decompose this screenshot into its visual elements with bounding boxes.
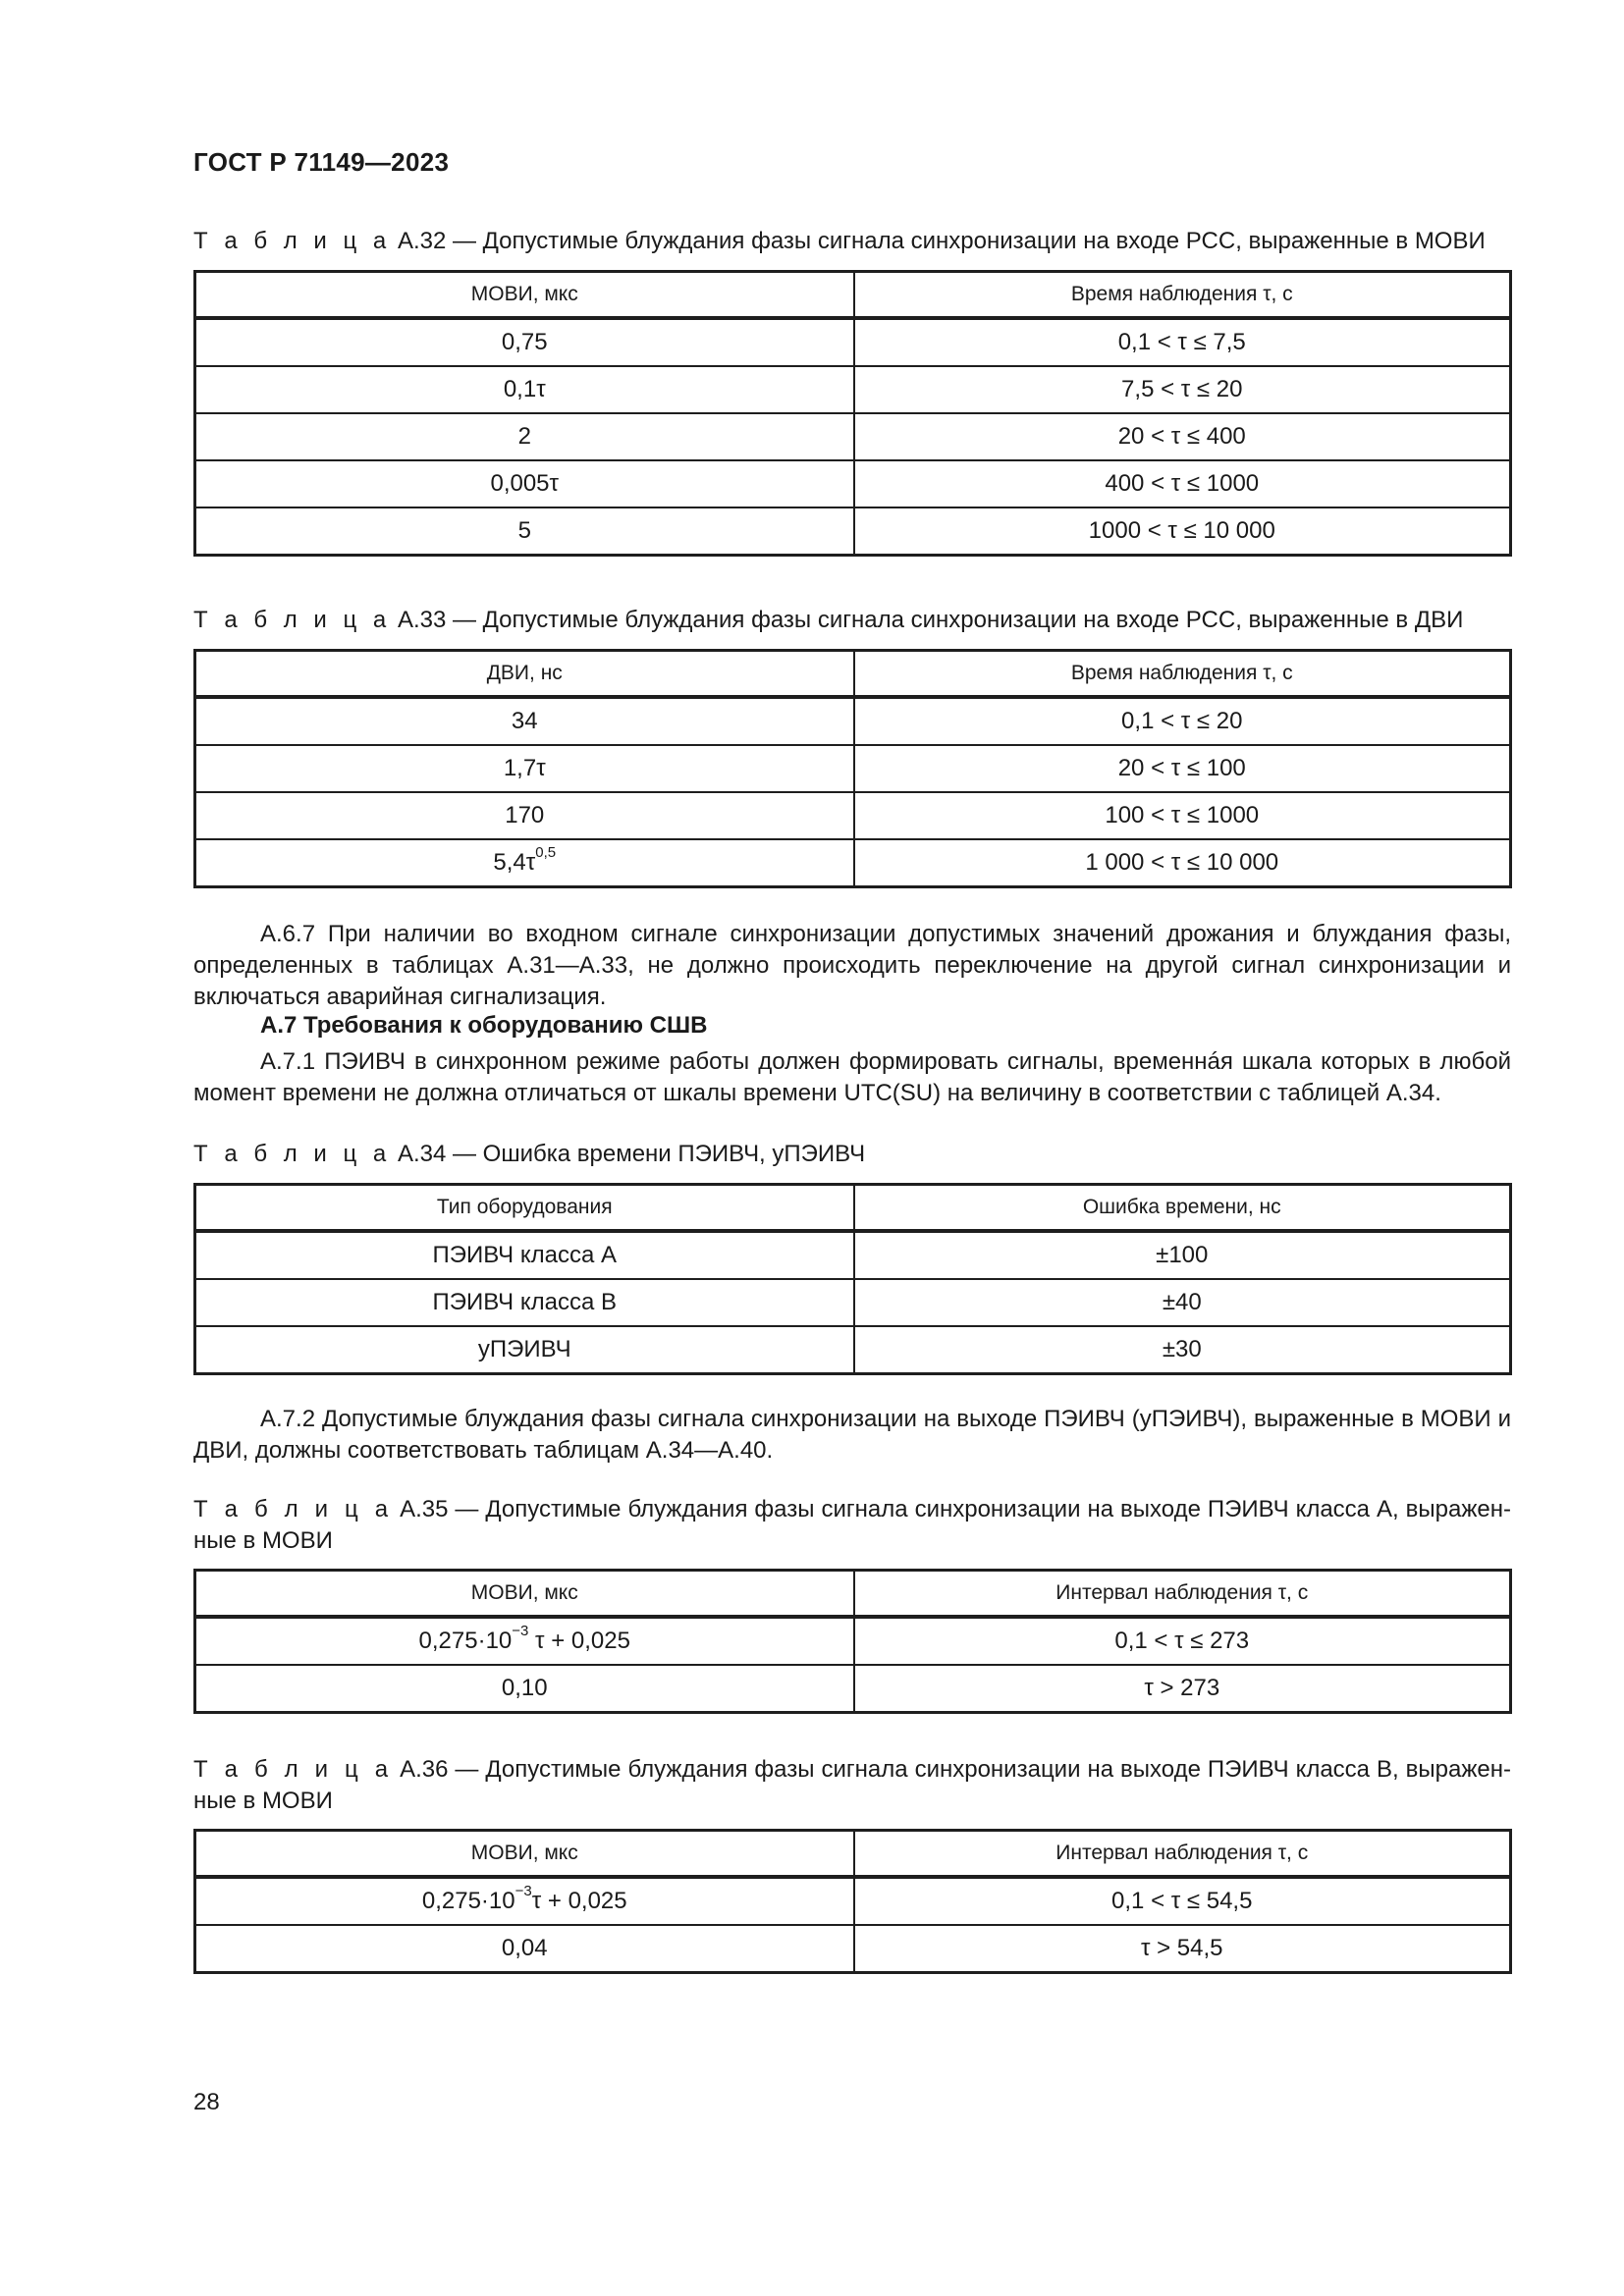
table-cell [195, 839, 854, 887]
table-cell: 1,7τ [195, 745, 854, 792]
table-label: Т а б л и ц а [193, 1496, 394, 1522]
table-a33 [193, 649, 1512, 888]
table-title: А.34 — Ошибка времени ПЭИВЧ, уПЭИВЧ [397, 1141, 866, 1167]
table-cell: ±100 [854, 1231, 1511, 1279]
table-cell: τ > 273 [854, 1665, 1511, 1713]
document-header: ГОСТ Р 71149—2023 [193, 147, 450, 177]
column-header: Интервал наблюдения τ, с [854, 1831, 1511, 1878]
table-cell: уПЭИВЧ [195, 1326, 854, 1374]
table-label: Т а б л и ц а [193, 228, 392, 254]
table-cell: 1000 < τ ≤ 10 000 [854, 507, 1511, 556]
table-row [195, 1231, 1511, 1279]
table-row [195, 1925, 1511, 1973]
table-title: А.33 — Допустимые блуждания фазы сигнала синхронизации на входе РСС, выраженные в ДВИ [397, 607, 1464, 633]
table-cell: 0,1 < τ ≤ 54,5 [854, 1877, 1511, 1925]
table-row [195, 1279, 1511, 1326]
table-cell: 0,10 [195, 1665, 854, 1713]
table-cell: 0,005τ [195, 460, 854, 507]
table-row [195, 366, 1511, 413]
formula-exponent: 0,5 [535, 844, 557, 861]
table-title: А.32 — Допустимые блуждания фазы сигнала синхронизации на входе РСС, выраженные в МОВИ [397, 228, 1486, 254]
table-row [195, 507, 1511, 556]
column-header: МОВИ, мкс [195, 1831, 854, 1878]
table-cell: 20 < τ ≤ 100 [854, 745, 1511, 792]
paragraph-text: А.7.1 ПЭИВЧ в синхронном режиме работы должен формировать сигналы, временнáя шкала которых в любой момент времени не должна отличаться от шкалы времени UTC(SU) на величину в соответствии с таблицей А.34. [193, 1048, 1511, 1106]
column-header: Тип оборудования [195, 1185, 854, 1232]
column-header: МОВИ, мкс [195, 1571, 854, 1618]
column-header: Время наблюдения τ, с [854, 272, 1511, 319]
column-header: Интервал наблюдения τ, с [854, 1571, 1511, 1618]
paragraph-a72 [193, 1404, 1511, 1467]
formula-rest: τ + 0,025 [528, 1628, 630, 1654]
page-number: 28 [193, 2089, 220, 2115]
table-label: Т а б л и ц а [193, 1141, 392, 1167]
table-cell: 0,1 < τ ≤ 20 [854, 697, 1511, 745]
table-a34 [193, 1183, 1512, 1375]
table-title: А.35 — Допустимые блуждания фазы сигнала синхронизации на выходе ПЭИВЧ класса А, выражен-ные в МОВИ [193, 1496, 1511, 1554]
formula-exponent: −3 [514, 1883, 532, 1899]
table-caption-a32 [193, 226, 1511, 257]
formula-base: 0,275·10 [418, 1628, 513, 1654]
table-cell [195, 1877, 854, 1925]
formula-rest: τ + 0,025 [531, 1888, 627, 1914]
table-cell: 100 < τ ≤ 1000 [854, 792, 1511, 839]
table-row [195, 1617, 1511, 1665]
table-cell: 0,1 < τ ≤ 7,5 [854, 318, 1511, 366]
table-cell: 1 000 < τ ≤ 10 000 [854, 839, 1511, 887]
table-caption-a35 [193, 1494, 1511, 1557]
column-header: ДВИ, нс [195, 651, 854, 698]
table-label: Т а б л и ц а [193, 607, 392, 633]
table-cell: 0,75 [195, 318, 854, 366]
section-heading-a7: А.7 Требования к оборудованию СШВ [260, 1012, 708, 1039]
table-cell: 20 < τ ≤ 400 [854, 413, 1511, 460]
table-row [195, 413, 1511, 460]
column-header: МОВИ, мкс [195, 272, 854, 319]
table-caption-a34 [193, 1139, 1511, 1170]
paragraph-text: А.6.7 При наличии во входном сигнале синхронизации допустимых значений дрожания и блуждания фазы, определенных в таблицах А.31—А.33, не должно происходить переключение на другой сигнал синхронизации и включаться аварийная сигнализация. [193, 921, 1511, 1010]
table-cell: τ > 54,5 [854, 1925, 1511, 1973]
table-row [195, 1877, 1511, 1925]
table-row [195, 1665, 1511, 1713]
formula-exponent: −3 [512, 1623, 529, 1639]
table-a32 [193, 270, 1512, 557]
table-cell: 7,5 < τ ≤ 20 [854, 366, 1511, 413]
table-header-row [195, 1185, 1511, 1232]
table-row [195, 839, 1511, 887]
table-header-row [195, 272, 1511, 319]
table-cell: 34 [195, 697, 854, 745]
paragraph-a67 [193, 919, 1511, 1013]
table-cell: 170 [195, 792, 854, 839]
table-caption-a36 [193, 1754, 1511, 1817]
column-header: Время наблюдения τ, с [854, 651, 1511, 698]
table-cell [195, 1617, 854, 1665]
table-cell: 2 [195, 413, 854, 460]
table-title: А.36 — Допустимые блуждания фазы сигнала синхронизации на выходе ПЭИВЧ класса В, выражен-ные в МОВИ [193, 1756, 1511, 1814]
formula-base: 0,275·10 [421, 1888, 515, 1914]
table-cell: ±30 [854, 1326, 1511, 1374]
table-row [195, 1326, 1511, 1374]
table-row [195, 745, 1511, 792]
paragraph-a71 [193, 1046, 1511, 1109]
table-cell: 0,1 < τ ≤ 273 [854, 1617, 1511, 1665]
table-cell: ПЭИВЧ класса А [195, 1231, 854, 1279]
formula-base: 5,4τ [493, 849, 536, 876]
table-cell: 0,1τ [195, 366, 854, 413]
table-label: Т а б л и ц а [193, 1756, 394, 1783]
table-row [195, 318, 1511, 366]
table-header-row [195, 1571, 1511, 1618]
column-header: Ошибка времени, нс [854, 1185, 1511, 1232]
table-cell: 0,04 [195, 1925, 854, 1973]
table-row [195, 792, 1511, 839]
table-cell: ±40 [854, 1279, 1511, 1326]
table-a35 [193, 1569, 1512, 1714]
table-row [195, 697, 1511, 745]
table-cell: ПЭИВЧ класса В [195, 1279, 854, 1326]
paragraph-text: А.7.2 Допустимые блуждания фазы сигнала синхронизации на выходе ПЭИВЧ (уПЭИВЧ), выраженные в МОВИ и ДВИ, должны соответствовать таблицам А.34—А.40. [193, 1406, 1511, 1464]
table-cell: 5 [195, 507, 854, 556]
table-caption-a33 [193, 605, 1511, 636]
table-header-row [195, 1831, 1511, 1878]
table-a36 [193, 1829, 1512, 1974]
table-header-row [195, 651, 1511, 698]
table-row [195, 460, 1511, 507]
table-cell: 400 < τ ≤ 1000 [854, 460, 1511, 507]
